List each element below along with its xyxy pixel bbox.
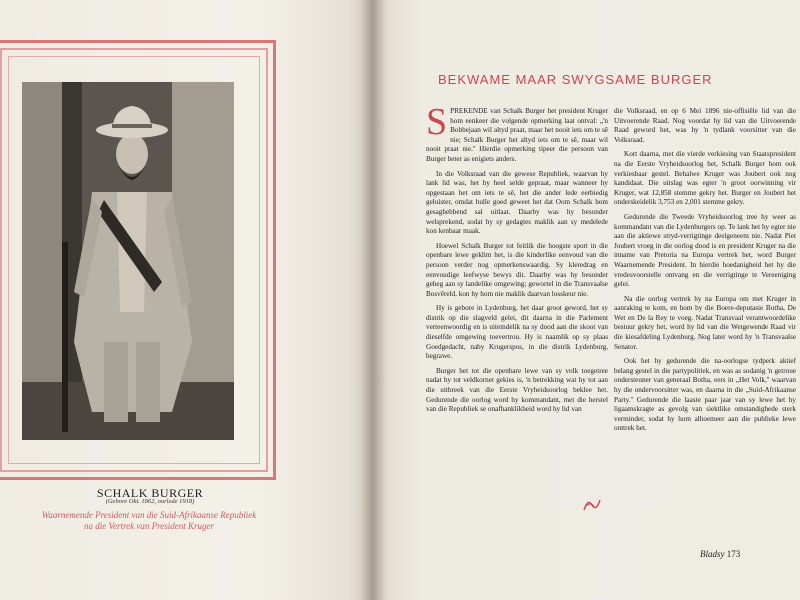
paragraph: Gedurende die Tweede Vryheidsoorlog tree hy weer as kommandant van die Lydenburgers op. Te lank het hy egter nie aan die aktiewe stryd-verrigtinge deelgeneem nie. Nadat Piet Joubert vroeg in die oorlog dood is en president Kruger na die inname van Pretoria na Europa vertrek het, word Burger Waarnemende President. In hierdie hoedanigheid het hy die vredesvoorstelle ontvang en die verrigtinge te Vereeniging gelei. [614,212,796,289]
article-heading: BEKWAME MAAR SWYGSAME BURGER [438,72,713,87]
portrait-caption-name: SCHALK BURGER [96,486,204,500]
page-folio [700,549,740,559]
drop-cap: S [426,101,448,143]
text-column-1 [426,101,608,420]
folio-label: Bladsy [700,549,725,559]
folio-number: 173 [726,549,741,559]
section-end-ornament-icon [582,498,602,512]
paragraph: Kort daarna, met die vierde verkiesing van Staatspresident na die Eerste Vryheidsoorlog het, Schalk Burger hom ook verkiesbaar gestel. Behalwe Kruger was Joubert ook nog kandidaat. Die uitslag was egter 'n groot oorwinning vir Kruger, wat 12,858 stemme gekry het. Burger en Joubert het onderskeidelik 3,753 en 2,001 stemme gekry. [614,150,796,207]
paragraph-text: PREKENDE van Schalk Burger het president Kruger hom eenkeer die volgende opmerking laat ontval: „'n Bobbejaan wil altyd praat, maar het nooit iets om te sê nie; Schalk Burger het altyd iets om te sê, maar wil nooit praat nie.'' Hierdie opmerking tipeer die persoon van Burger beter as enigiets anders. [426,107,608,163]
caption-role-line-2: na die Vertrek van President Kruger [83,521,215,531]
paragraph: Na die oorlog vertrek hy na Europa om met Kruger in aanraking te kom, en hom by die Boere-deputasie Botha, De Wet en De la Rey te voeg. Nadat Transvaal verantwoordelike bestuur gekry het, word hy lid van die Wetgewende Raad vir die kiesafdeling Lydenburg. Nog later word hy 'n Transvaalse Senator. [614,294,796,351]
book-gutter [360,0,386,600]
paragraph [426,101,608,165]
paragraph: Ook het hy gedurende die na-oorlogse tydperk aktief belang gestel in die partypolitiek, en was as sodanig 'n getroue ondersteuner van generaal Botha, eers in „Het Volk,'' waarvan hy die ondervoorsitter was, en daarna in die „Suid-Afrikaanse Party.'' Gedurende die laaste paar jaar van sy lewe het hy ligaamskragte as gevolg van siektlike omstandighede sterk verminder, sodat hy hom alhoemeer aan die publieke lewe onttrek het. [614,357,796,433]
portrait-photo [22,82,234,440]
paragraph: Hoewel Schalk Burger tot feitlik die hoogste sport in die openbare lewe geklim het, is die kinderlike eenvoud van die persoon verder nog opmerkenswaardig. Sy kleredrag en eenvoudige leefwyse bewys dit. Daarby was hy besonder geheg aan sy landelike omgewing; gewortel in die Transvaalse Bosvêreld, kon hy hom nie maklik daarvan losskeur nie. [426,241,608,298]
portrait-caption-dates: (Gebore Okt. 1862, oorlede 1918) [105,498,195,505]
paragraph: die Volksraad, en op 6 Mei 1896 nie-offisiële lid van die Uitvoerende Raad. Nog voordat hy lid van die Uitvoerende Raad geword het, was hy 'n tydlank voorsitter van die Volksraad. [614,107,796,144]
portrait-illustration [22,82,234,440]
text-column-2 [614,107,796,439]
paragraph: In die Volksraad van die gewese Republiek, waarvan hy lank lid was, het hy heel selde gepraat, maar wanneer hy opgestaan het om iets te sê, het die ander lede eerbiedig geluister, omdat hulle goed geweet het dat Oom Schalk hom gesaghebbend sal uitlaat. Daarby was hy besonder welsprekend, sodat hy sy gedagtes maklik aan sy medelede kon kenbaar maak. [426,169,608,236]
caption-role-line-1: Waarnemende President van die Suid-Afrikaanse Republiek [41,510,257,520]
paragraph: Burger het tot die openbare lewe van sy volk toegetree nadat hy tot veldkornet gekies is, 'n betrekking wat hy tot aan die uitbreek van die Eerste Vryheidsoorlog beklee het. Gedurende die oorlog word hy kommandant, met die herstel van die Republiek se onafhanklikheid word hy lid van [426,366,608,414]
portrait-caption-role [14,510,284,532]
paragraph: Hy is gebore in Lydenburg, het daar groot geword, het sy distrik op die slagveld gelei, dit daarna in die Parlement verteenwoordig en is uiteindelik na sy dood aan die skoot van dieselfde omgewing toevertrou. Hy is naamlik op sy plaas Goedgedacht, naby Krugerspos, in die distrik Lydenburg, begrawe. [426,304,608,361]
